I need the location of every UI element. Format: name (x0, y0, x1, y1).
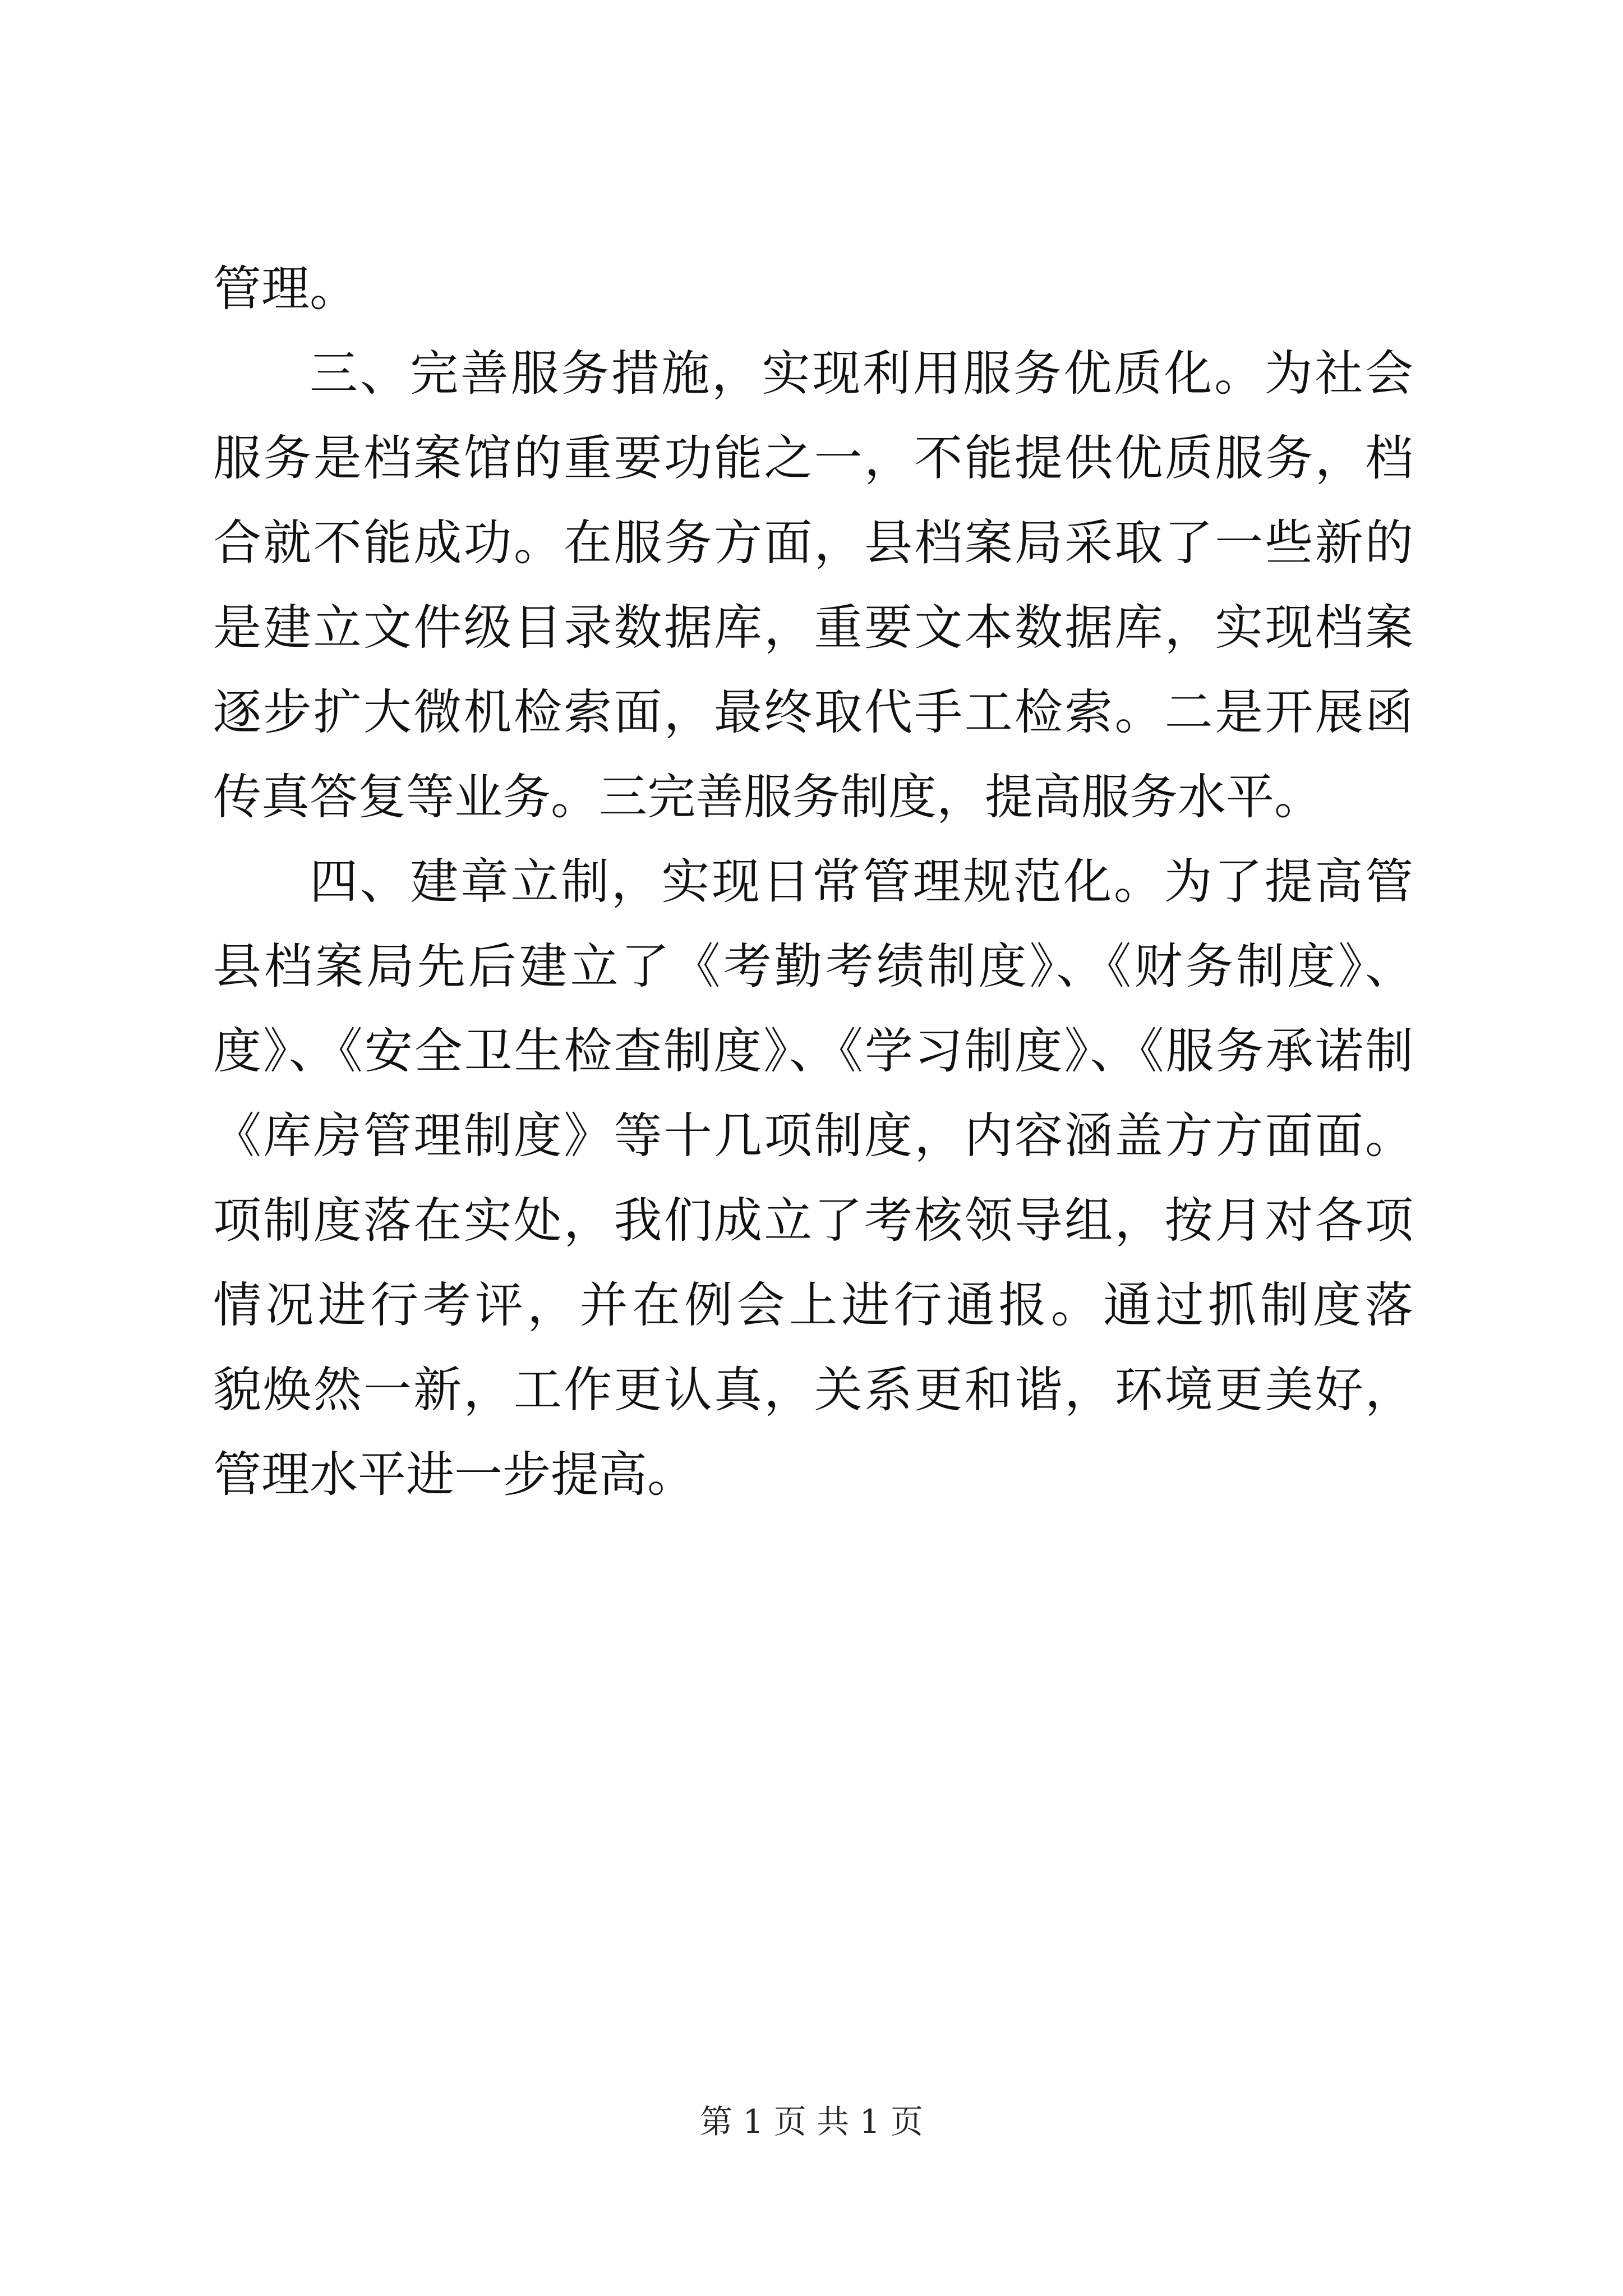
paragraph-line: 《库房管理制度》等十几项制度，内容涵盖方方面面。 (213, 1108, 1413, 1164)
paragraph-line: 逐步扩大微机检索面，最终取代手工检索。二是开展函 (213, 684, 1413, 740)
paragraph-line: 县档案局先后建立了《考勤考绩制度》、《财务制度》、 (213, 938, 1413, 995)
paragraph-line: 项制度落在实处，我们成立了考核领导组，按月对各项 (213, 1193, 1413, 1249)
paragraph-line: 度》、《安全卫生检查制度》、《学习制度》、《服务承诺制 (213, 1023, 1413, 1079)
paragraph-line: 四、建章立制，实现日常管理规范化。为了提高管 (310, 854, 1413, 910)
paragraph-line: 服务是档案馆的重要功能之一，不能提供优质服务，档 (213, 430, 1413, 486)
paragraph-line: 三、完善服务措施，实现利用服务优质化。为社会 (310, 346, 1413, 402)
paragraph-line: 是建立文件级目录数据库，重要文本数据库，实现档案 (213, 600, 1413, 656)
paragraph-line: 情况进行考评，并在例会上进行通报。通过抓制度落 (213, 1277, 1413, 1333)
page-number-footer: 第 1 页 共 1 页 (700, 2102, 923, 2141)
paragraph-line: 管理。 (213, 261, 358, 317)
paragraph-line: 管理水平进一步提高。 (213, 1447, 695, 1503)
paragraph-line: 合就不能成功。在服务方面，县档案局采取了一些新的 (213, 515, 1413, 571)
document-body (213, 247, 1413, 1517)
paragraph-line: 貌焕然一新，工作更认真，关系更和谐，环境更美好， (213, 1362, 1413, 1418)
paragraph-line: 传真答复等业务。三完善服务制度，提高服务水平。 (213, 769, 1322, 825)
